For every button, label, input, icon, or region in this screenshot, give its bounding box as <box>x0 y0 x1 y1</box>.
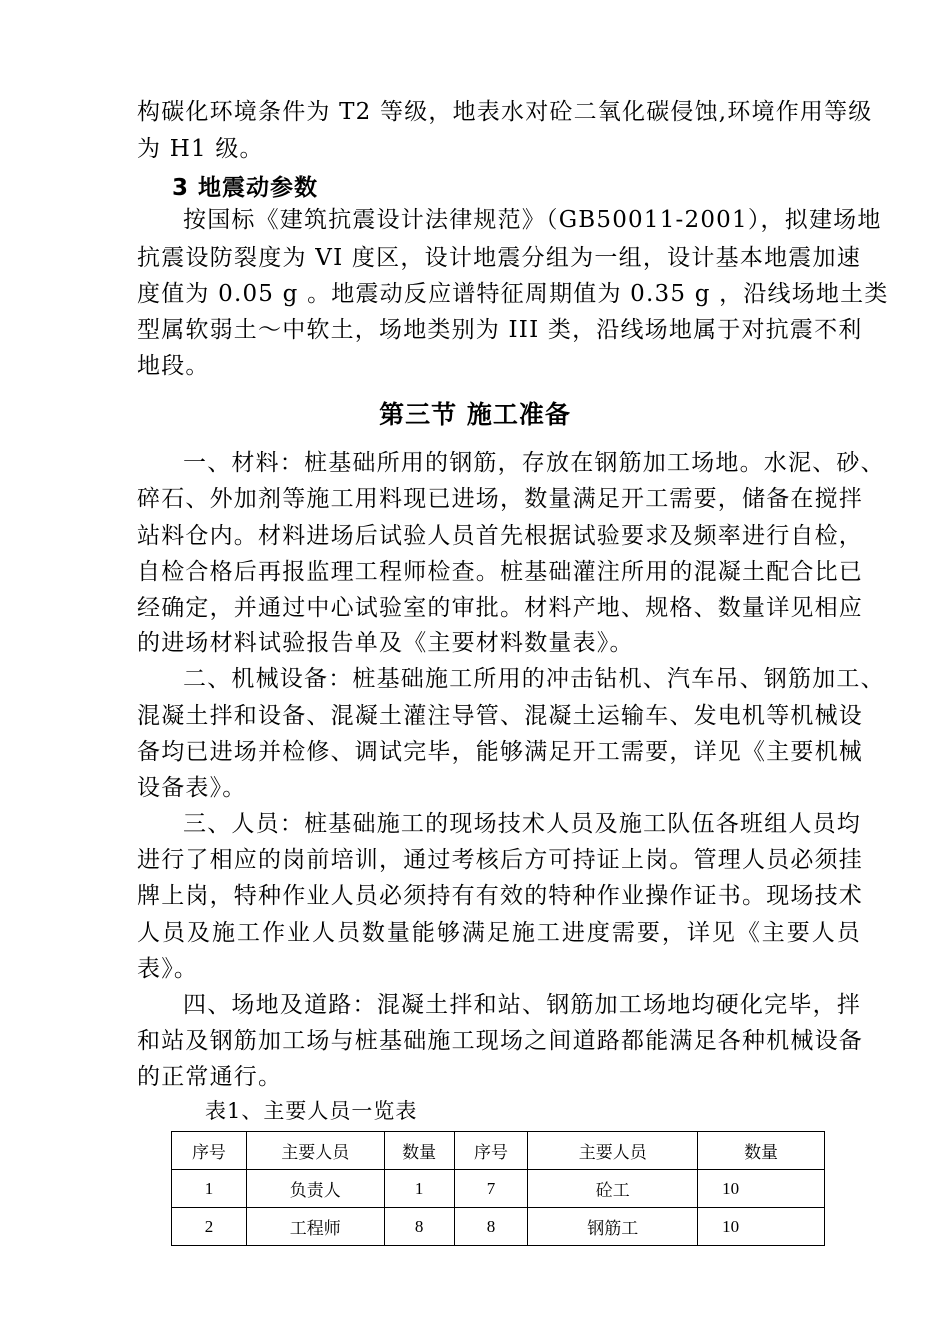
text-line: 设备表》。 <box>137 775 247 801</box>
section-title: 第三节 施工准备 <box>379 400 571 429</box>
text-line: 牌上岗，特种作业人员必须持有有效的特种作业操作证书。现场技术 <box>137 883 863 909</box>
header-cell: 主要人员 <box>528 1132 698 1170</box>
table-cell: 砼工 <box>528 1170 698 1208</box>
table-row <box>172 1170 825 1208</box>
table-cell: 1 <box>172 1170 247 1208</box>
text-line: 混凝土拌和设备、混凝土灌注导管、混凝土运输车、发电机等机械设 <box>137 703 863 729</box>
table-cell: 7 <box>454 1170 528 1208</box>
table-cell: 工程师 <box>246 1208 384 1246</box>
header-cell: 数量 <box>384 1132 454 1170</box>
text-line: 地段。 <box>137 353 210 379</box>
text-line: 四、场地及道路：混凝土拌和站、钢筋加工场地均硬化完毕，拌 <box>183 992 861 1018</box>
table-cell: 8 <box>384 1208 454 1246</box>
text-line: 一、材料：桩基础所用的钢筋，存放在钢筋加工场地。水泥、砂、 <box>183 450 885 476</box>
table-header-row <box>172 1132 825 1170</box>
text-line: 经确定，并通过中心试验室的审批。材料产地、规格、数量详见相应 <box>137 595 863 621</box>
table-caption: 表1、主要人员一览表 <box>205 1099 418 1123</box>
text-line: 表》。 <box>137 956 199 982</box>
text-line: 自检合格后再报监理工程师检查。桩基础灌注所用的混凝土配合比已 <box>137 559 863 585</box>
table-cell: 钢筋工 <box>528 1208 698 1246</box>
table-cell: 8 <box>454 1208 528 1246</box>
header-cell: 序号 <box>454 1132 528 1170</box>
text-line: 构碳化环境条件为 T2 等级，地表水对砼二氧化碳侵蚀,环境作用等级 <box>137 99 873 125</box>
text-line: 抗震设防裂度为 VI 度区，设计地震分组为一组，设计基本地震加速 <box>137 245 861 271</box>
sub-heading: 3 地震动参数 <box>172 175 319 201</box>
text-line: 型属软弱土～中软土，场地类别为 III 类，沿线场地属于对抗震不利 <box>137 317 863 343</box>
text-line: 和站及钢筋加工场与桩基础施工现场之间道路都能满足各种机械设备 <box>137 1028 863 1054</box>
text-line: 人员及施工作业人员数量能够满足施工进度需要，详见《主要人员 <box>137 920 861 946</box>
text-line: 站料仓内。材料进场后试验人员首先根据试验要求及频率进行自检， <box>137 523 863 549</box>
text-line: 的进场材料试验报告单及《主要材料数量表》。 <box>137 630 634 656</box>
text-line: 按国标《建筑抗震设计法律规范》（GB50011-2001），拟建场地 <box>183 207 882 233</box>
text-line: 二、机械设备：桩基础施工所用的冲击钻机、汽车吊、钢筋加工、 <box>183 666 885 692</box>
table-cell: 负责人 <box>246 1170 384 1208</box>
table-cell: 1 <box>384 1170 454 1208</box>
header-cell: 主要人员 <box>246 1132 384 1170</box>
text-line: 为 H1 级。 <box>137 136 264 162</box>
header-cell: 数量 <box>698 1132 825 1170</box>
text-line: 的正常通行。 <box>137 1064 283 1090</box>
table-cell: 2 <box>172 1208 247 1246</box>
header-cell: 序号 <box>172 1132 247 1170</box>
text-line: 碎石、外加剂等施工用料现已进场，数量满足开工需要，储备在搅拌 <box>137 486 863 512</box>
table-cell: 10 <box>698 1170 825 1208</box>
personnel-table <box>171 1131 825 1246</box>
text-line: 度值为 0.05 g 。地震动反应谱特征周期值为 0.35 g ，沿线场地土类 <box>137 281 889 307</box>
text-line: 三、人员：桩基础施工的现场技术人员及施工队伍各班组人员均 <box>183 811 861 837</box>
table-cell: 10 <box>698 1208 825 1246</box>
text-line: 备均已进场并检修、调试完毕，能够满足开工需要，详见《主要机械 <box>137 739 863 765</box>
table-row <box>172 1208 825 1246</box>
text-line: 进行了相应的岗前培训，通过考核后方可持证上岗。管理人员必须挂 <box>137 847 863 873</box>
